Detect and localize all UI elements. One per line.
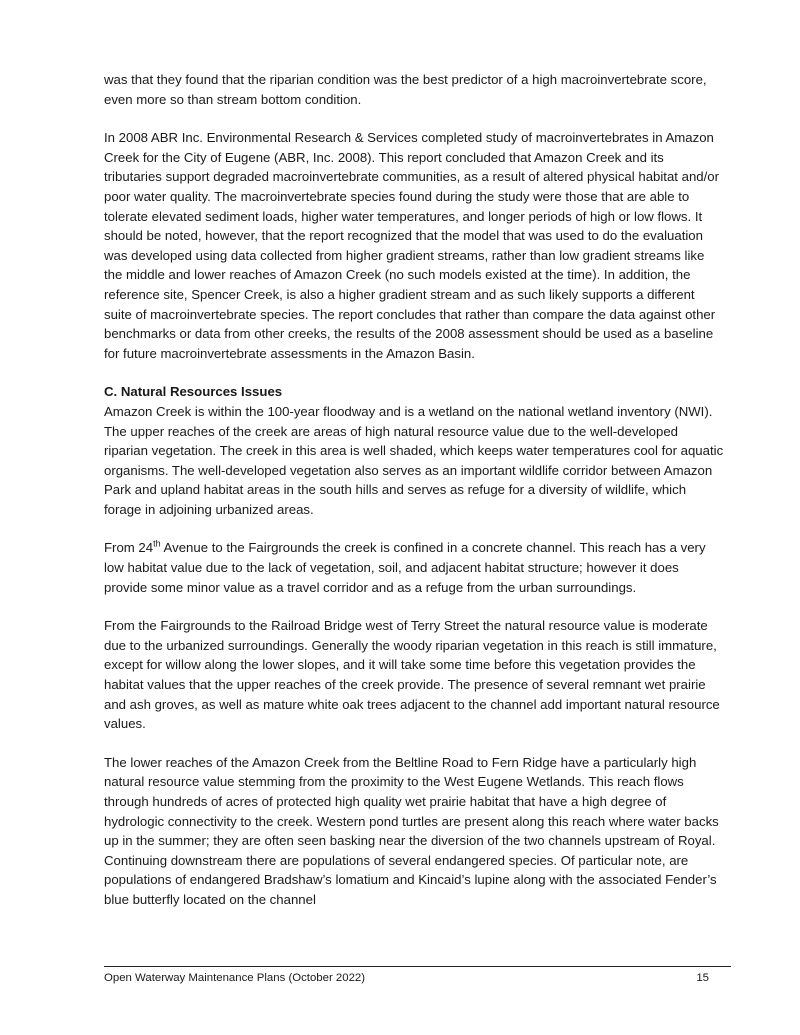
page-footer bbox=[104, 972, 709, 984]
paragraph-concrete-channel-lead: From 24 bbox=[104, 540, 154, 556]
section-heading: C. Natural Resources Issues bbox=[104, 384, 283, 400]
paragraph-concrete-channel bbox=[104, 538, 724, 597]
page-number: 15 bbox=[696, 972, 709, 984]
paragraph-floodway: Amazon Creek is within the 100-year floodway and is a wetland on the national wetland inventory (NWI). The upper reaches of the creek are areas of high natural resource value due to the well-developed riparian vegetation. The creek in this area is well shaded, which keeps water temperatures cool for aquatic organisms. The well-developed vegetation also serves as an important wildlife corridor between Amazon Park and upland habitat areas in the south hills and serves as refuge for a diversity of wildlife, which forage in adjoining urbanized areas. bbox=[104, 403, 724, 517]
document-body bbox=[104, 70, 724, 910]
paragraph-abr-study: In 2008 ABR Inc. Environmental Research & Services completed study of macroinvertebrates in Amazon Creek for the City of Eugene (ABR, Inc. 2008). This report concluded that Amazon Creek and its tributaries support degraded macroinvertebrate communities, as a result of altered physical habitat and/or poor water quality. The macroinvertebrate species found during the study were those that are able to tolerate elevated sediment loads, higher water temperatures, and longer periods of high or low flows. It should be noted, however, that the report recognized that the model that was used to do the evaluation was developed using data collected from higher gradient streams, rather than low gradient streams like the middle and lower reaches of Amazon Creek (no such models existed at the time). In addition, the reference site, Spencer Creek, is also a higher gradient stream and as such likely supports a different suite of macroinvertebrate species. The report concludes that rather than compare the data against other benchmarks or data from other creeks, the results of the 2008 assessment should be used as a baseline for future macroinvertebrate assessments in the Amazon Basin. bbox=[104, 130, 720, 361]
paragraph-riparian-predictor: was that they found that the riparian condition was the best predictor of a high macroinvertebrate score, even more so than stream bottom condition. bbox=[104, 72, 707, 107]
ordinal-superscript: th bbox=[153, 539, 161, 550]
paragraph-lower-reaches: The lower reaches of the Amazon Creek from the Beltline Road to Fern Ridge have a particularly high natural resource value stemming from the proximity to the West Eugene Wetlands. This reach flows through hundreds of acres of protected high quality wet prairie habitat that have a high degree of hydrologic connectivity to the creek. Western pond turtles are present along this reach where water backs up in the summer; they are often seen basking near the diversion of the two channels upstream of Royal. Continuing downstream there are populations of several endangered species. Of particular note, are populations of endangered Bradshaw’s lomatium and Kincaid’s lupine along with the associated Fender’s blue butterfly located on the channel bbox=[104, 754, 719, 907]
paragraph-concrete-channel-rest: Avenue to the Fairgrounds the creek is confined in a concrete channel. This reach has a very low habitat value due to the lack of vegetation, soil, and adjacent habitat structure; however it does provide some minor value as a travel corridor and as a refuge from the urban surroundings. bbox=[104, 540, 706, 595]
footer-divider bbox=[104, 966, 731, 967]
footer-title: Open Waterway Maintenance Plans (October 2022) bbox=[104, 972, 366, 984]
paragraph-fairgrounds-reach: From the Fairgrounds to the Railroad Bridge west of Terry Street the natural resource value is moderate due to the urbanized surroundings. Generally the woody riparian vegetation in this reach is still immature, except for willow along the lower slopes, and it will take some time before this vegetation provides the habitat values that the upper reaches of the creek provide. The presence of several remnant wet prairie and ash groves, as well as mature white oak trees adjacent to the channel add important natural resource values. bbox=[104, 618, 720, 732]
